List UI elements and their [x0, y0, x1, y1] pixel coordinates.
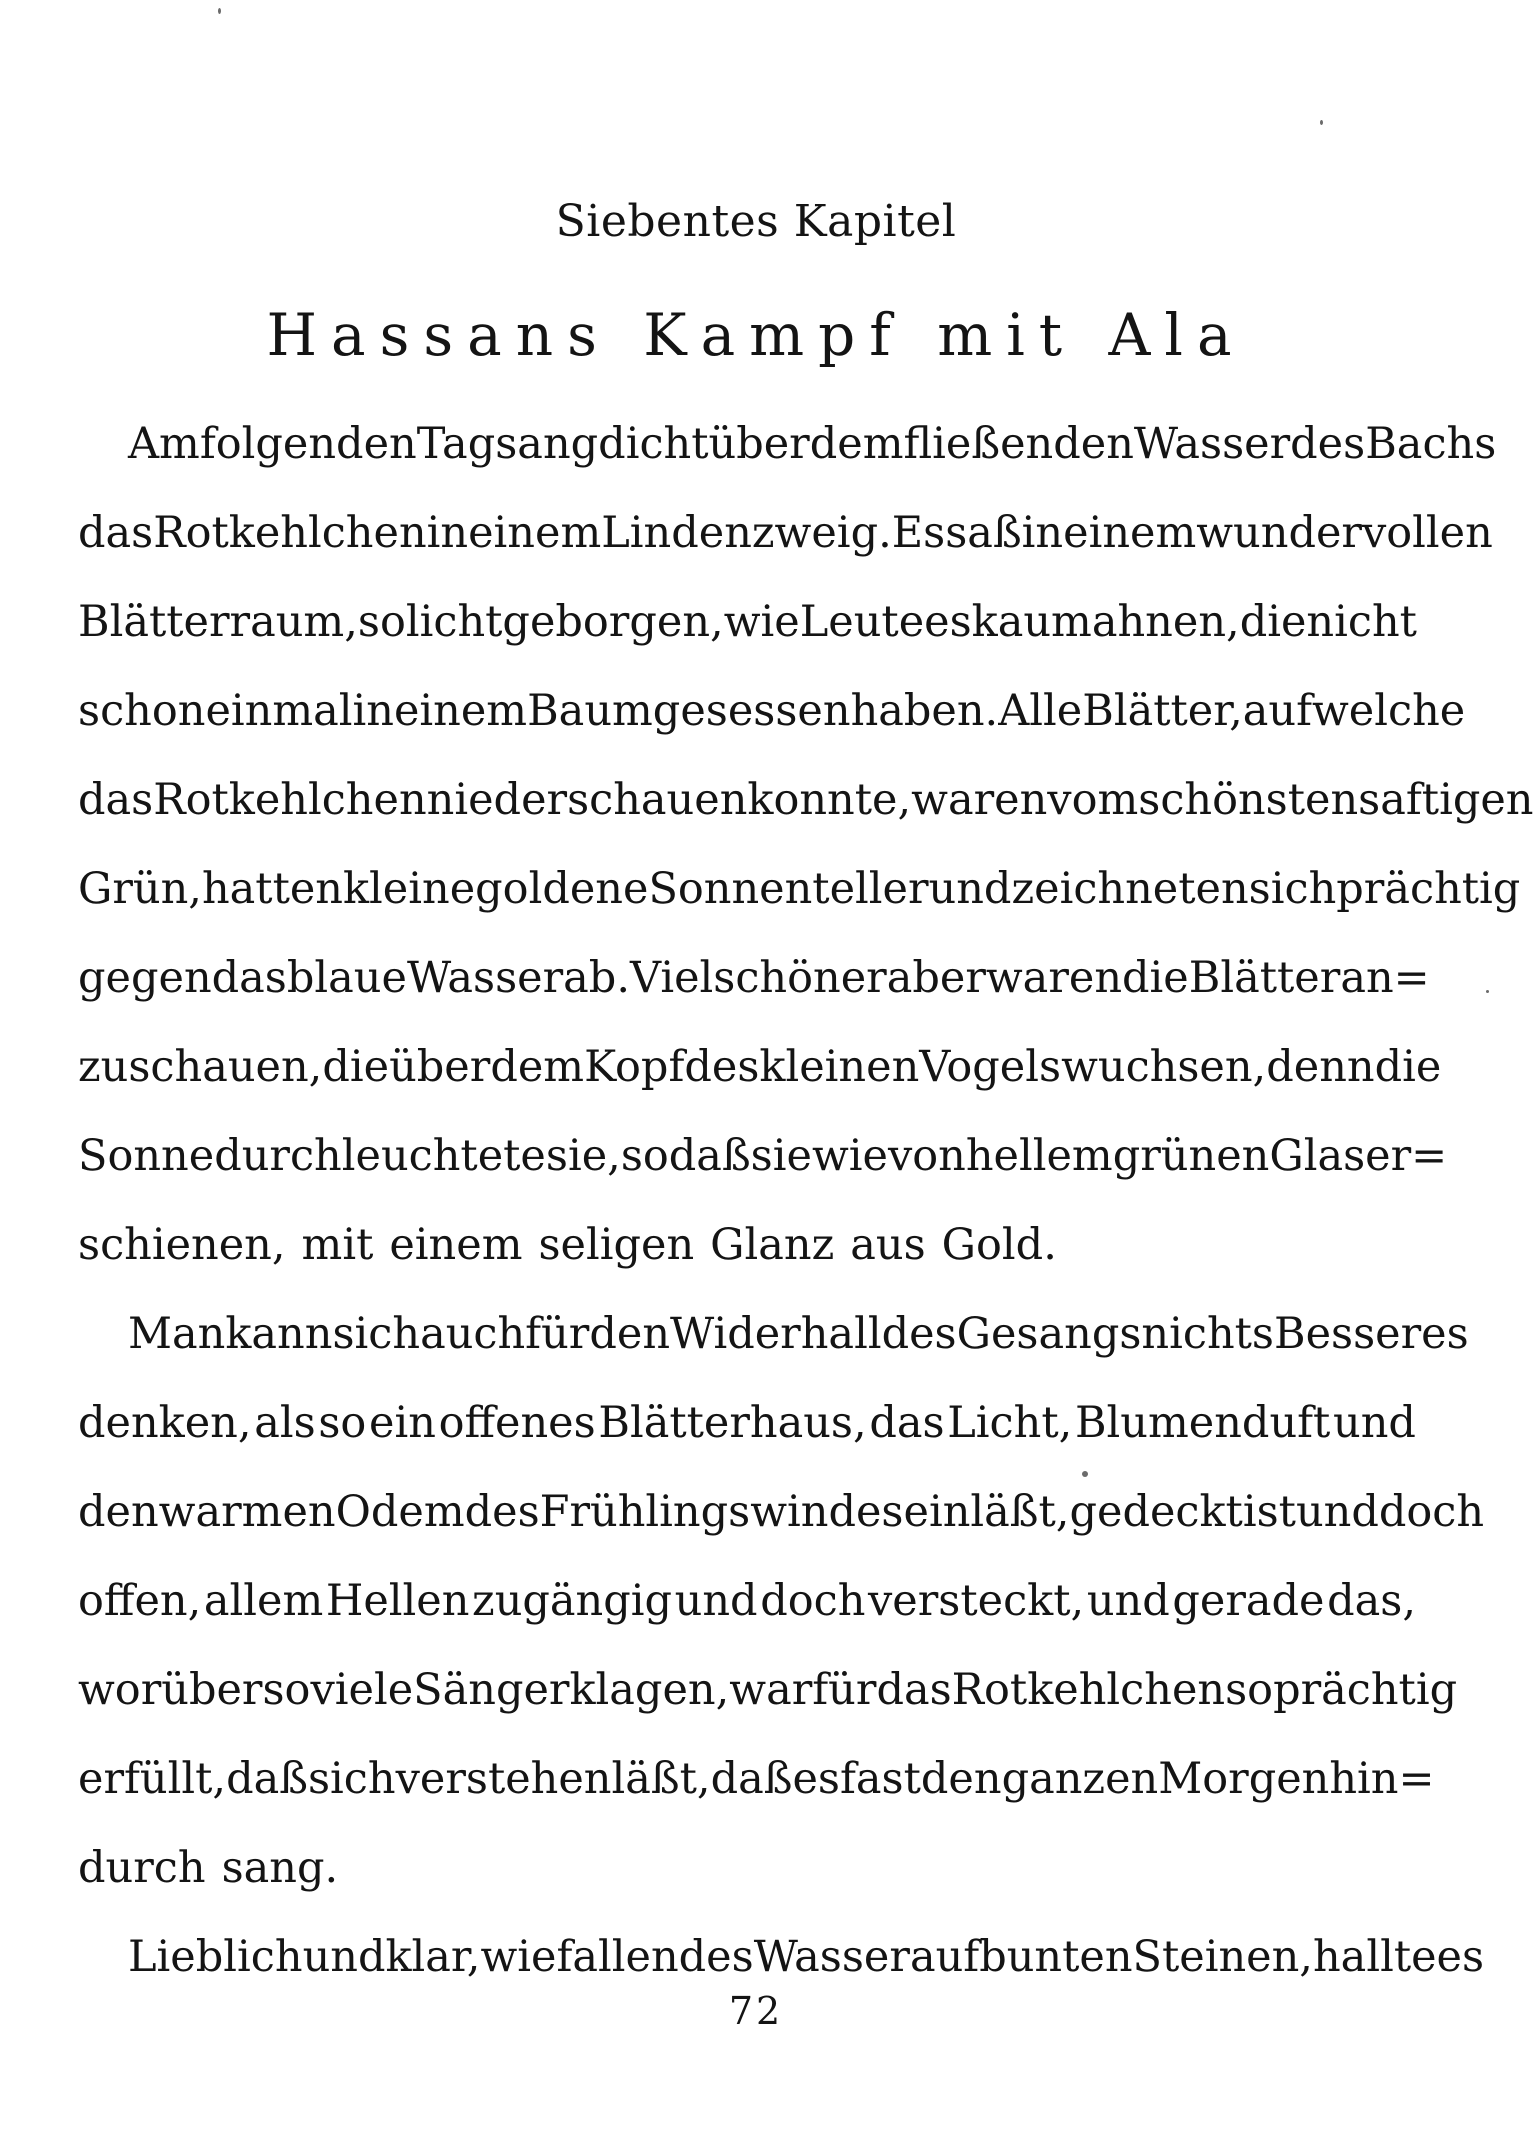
print-speck: [1082, 1471, 1088, 1477]
word: schienen,: [78, 1220, 286, 1270]
word: und: [928, 864, 1012, 914]
word: schon: [78, 686, 206, 736]
word: den: [920, 1754, 1002, 1804]
word: Licht,: [947, 1398, 1073, 1448]
word: die: [1239, 597, 1307, 647]
word: kleinen: [759, 1042, 920, 1092]
word: er=: [1365, 1131, 1448, 1181]
word: des: [684, 1042, 760, 1092]
word: klagen,: [569, 1665, 730, 1715]
word: das: [78, 508, 154, 558]
word: das: [869, 1398, 945, 1448]
word: fallendes: [556, 1932, 754, 1982]
word: so: [318, 1398, 367, 1448]
text-line: [78, 400, 1497, 489]
word: waren: [911, 775, 1048, 825]
text-line: [78, 489, 1493, 578]
word: warmen: [158, 1487, 336, 1537]
word: aus: [850, 1220, 926, 1270]
word: niederschauen: [426, 775, 748, 825]
word: dem: [809, 419, 904, 469]
word: dicht: [598, 419, 709, 469]
word: durch: [78, 1843, 206, 1893]
word: fließenden: [903, 419, 1134, 469]
word: Gesangs: [956, 1309, 1142, 1359]
word: einmal: [205, 686, 353, 736]
text-line: [78, 1112, 1448, 1201]
word: wie: [811, 1131, 888, 1181]
word: für: [525, 1309, 590, 1359]
word: des: [464, 1487, 540, 1537]
word: sang.: [221, 1843, 339, 1893]
word: doch: [760, 1576, 866, 1626]
word: schöner: [713, 953, 887, 1003]
word: worüber: [78, 1665, 263, 1715]
word: als: [254, 1398, 316, 1448]
word: ahnen,: [1091, 597, 1240, 647]
text-line: [78, 578, 1416, 667]
word: welche: [1312, 686, 1466, 736]
word: sie,: [545, 1131, 621, 1181]
word: bunten: [979, 1932, 1133, 1982]
word: Besseres: [1274, 1309, 1469, 1359]
word: Sonnenteller: [648, 864, 929, 914]
word: sang: [495, 419, 599, 469]
word: das,: [1327, 1576, 1416, 1626]
text-line: [78, 934, 1430, 1023]
text-line: [78, 1201, 1416, 1290]
word: läßt,: [611, 1754, 711, 1804]
word: offen,: [78, 1576, 202, 1626]
word: war: [729, 1665, 813, 1715]
word: nicht: [1306, 597, 1417, 647]
word: Rotkehlchen: [951, 1665, 1226, 1715]
word: sich: [307, 1754, 396, 1804]
word: kleine: [343, 864, 476, 914]
word: und: [302, 1932, 386, 1982]
word: saftigen: [1358, 775, 1534, 825]
word: Blätterraum,: [78, 597, 358, 647]
word: Frühlingswindes: [539, 1487, 904, 1537]
chapter-label: Siebentes Kapitel: [555, 196, 957, 247]
word: Blätter,: [1082, 686, 1243, 736]
word: allem: [203, 1576, 324, 1626]
word: für: [812, 1665, 877, 1715]
word: Es: [891, 508, 946, 558]
word: einem: [393, 686, 528, 736]
word: waren: [985, 953, 1123, 1003]
word: es: [924, 597, 972, 647]
word: dem: [490, 1042, 585, 1092]
word: auf: [909, 1932, 980, 1982]
word: Grün,: [78, 864, 202, 914]
word: Steinen,: [1132, 1932, 1313, 1982]
word: einem: [468, 508, 602, 558]
print-speck: [1320, 120, 1323, 125]
word: haben.: [850, 686, 999, 736]
word: hin=: [1329, 1754, 1435, 1804]
word: goldene: [475, 864, 649, 914]
word: Lieblich: [128, 1932, 303, 1982]
word: einem: [1063, 508, 1197, 558]
word: seligen: [538, 1220, 695, 1270]
body-text: [78, 400, 1534, 2002]
word: des: [881, 1309, 957, 1359]
word: das: [78, 775, 154, 825]
word: daß: [710, 1754, 793, 1804]
word: daß: [668, 1131, 751, 1181]
word: hellem: [965, 1131, 1113, 1181]
word: sich: [1248, 864, 1337, 914]
word: gerade: [1172, 1576, 1325, 1626]
word: sie: [750, 1131, 812, 1181]
text-line: [78, 1468, 1485, 1557]
word: prächtig: [1336, 864, 1521, 914]
word: in: [1021, 508, 1064, 558]
word: erfüllt,: [78, 1754, 227, 1804]
word: ein: [369, 1398, 436, 1448]
word: und: [1086, 1576, 1170, 1626]
word: das: [876, 1665, 952, 1715]
word: durchleuchtete: [214, 1131, 546, 1181]
text-line: [78, 1735, 1435, 1824]
word: ganzen: [1001, 1754, 1159, 1804]
word: kaum: [971, 597, 1092, 647]
word: schönsten: [1138, 775, 1359, 825]
word: in: [352, 686, 394, 736]
word: es: [792, 1754, 840, 1804]
word: über: [708, 419, 810, 469]
word: vom: [1047, 775, 1139, 825]
word: die: [1374, 1042, 1442, 1092]
word: Wasser: [406, 953, 564, 1003]
word: wie: [723, 597, 800, 647]
text-line: [78, 1646, 1458, 1735]
word: und: [1295, 1487, 1379, 1537]
word: Man: [128, 1309, 226, 1359]
page-number: 72: [728, 1989, 784, 2033]
word: Blumenduft: [1074, 1398, 1331, 1448]
word: fast: [839, 1754, 921, 1804]
word: zuschauen,: [78, 1042, 323, 1092]
word: prächtig: [1273, 1665, 1458, 1715]
paragraph: [78, 1290, 1485, 1913]
word: Viel: [630, 953, 714, 1003]
word: von: [887, 1131, 966, 1181]
word: so: [262, 1665, 311, 1715]
word: Wasser: [753, 1932, 910, 1982]
word: gedeckt: [1069, 1487, 1243, 1537]
word: über: [389, 1042, 491, 1092]
word: den: [78, 1487, 159, 1537]
word: doch: [1378, 1487, 1485, 1537]
word: auch: [420, 1309, 526, 1359]
word: versteckt,: [868, 1576, 1085, 1626]
word: wuchsen,: [1061, 1042, 1267, 1092]
word: die: [322, 1042, 390, 1092]
word: auf: [1242, 686, 1312, 736]
word: es: [1436, 1932, 1485, 1982]
paragraph: [78, 400, 1534, 1290]
word: wundervollen: [1196, 508, 1493, 558]
word: einläßt,: [903, 1487, 1070, 1537]
print-speck: [1486, 990, 1489, 993]
text-line: [78, 845, 1521, 934]
word: des: [1290, 419, 1366, 469]
word: den: [589, 1309, 671, 1359]
word: Am: [128, 419, 200, 469]
word: mit: [301, 1220, 374, 1270]
text-line: [78, 667, 1466, 756]
word: die: [1122, 953, 1189, 1003]
word: grünen: [1112, 1131, 1270, 1181]
word: Sänger: [413, 1665, 570, 1715]
word: Vogels: [919, 1042, 1062, 1092]
word: Lindenzweig.: [601, 508, 892, 558]
word: Morgen: [1158, 1754, 1330, 1804]
text-line: [78, 1379, 1416, 1468]
word: Blätter: [1188, 953, 1341, 1003]
word: Bachs: [1365, 419, 1497, 469]
word: saß: [945, 508, 1022, 558]
word: denn: [1266, 1042, 1375, 1092]
word: Sonne: [78, 1131, 215, 1181]
word: offenes: [438, 1398, 596, 1448]
word: Rotkehlchen: [153, 775, 427, 825]
word: daß: [226, 1754, 308, 1804]
word: so: [620, 1131, 669, 1181]
word: und: [1333, 1398, 1416, 1448]
chapter-title: Hassans Kampf mit Ala: [266, 301, 1246, 369]
word: so: [1225, 1665, 1274, 1715]
word: Kopf: [584, 1042, 685, 1092]
text-line: [78, 756, 1534, 845]
word: Leute: [799, 597, 925, 647]
word: gesessen: [652, 686, 851, 736]
word: Glanz: [710, 1220, 835, 1270]
word: Odem: [335, 1487, 465, 1537]
word: nichts: [1141, 1309, 1274, 1359]
text-line: [78, 1023, 1442, 1112]
word: hatten: [201, 864, 343, 914]
word: folgenden: [199, 419, 417, 469]
word: ist: [1242, 1487, 1296, 1537]
word: licht: [405, 597, 503, 647]
word: wie: [480, 1932, 557, 1982]
word: Baum: [527, 686, 653, 736]
word: geborgen,: [502, 597, 724, 647]
word: an=: [1340, 953, 1430, 1003]
word: so: [357, 597, 406, 647]
word: hallte: [1312, 1932, 1437, 1982]
word: Blätterhaus,: [598, 1398, 867, 1448]
word: Hellen: [325, 1576, 470, 1626]
word: denken,: [78, 1398, 252, 1448]
word: Rotkehlchen: [153, 508, 427, 558]
word: Alle: [998, 686, 1083, 736]
word: verstehen: [395, 1754, 612, 1804]
word: blaue: [286, 953, 407, 1003]
word: konnte,: [747, 775, 912, 825]
word: aber: [886, 953, 986, 1003]
word: Glas: [1269, 1131, 1366, 1181]
word: klar,: [385, 1932, 481, 1982]
text-line: [78, 1824, 1416, 1913]
word: Widerhall: [670, 1309, 882, 1359]
word: Gold.: [941, 1220, 1057, 1270]
word: Tag: [416, 419, 496, 469]
word: das: [211, 953, 287, 1003]
word: Wasser: [1133, 419, 1291, 469]
word: und: [674, 1576, 758, 1626]
word: in: [426, 508, 469, 558]
word: kann: [225, 1309, 333, 1359]
text-line: [78, 1557, 1416, 1646]
word: einem: [389, 1220, 523, 1270]
word: ab.: [563, 953, 631, 1003]
text-line: [78, 1290, 1469, 1379]
word: sich: [332, 1309, 421, 1359]
word: zugängig: [472, 1576, 673, 1626]
print-speck: [218, 8, 221, 14]
word: viele: [310, 1665, 414, 1715]
word: gegen: [78, 953, 212, 1003]
word: zeichneten: [1011, 864, 1249, 914]
